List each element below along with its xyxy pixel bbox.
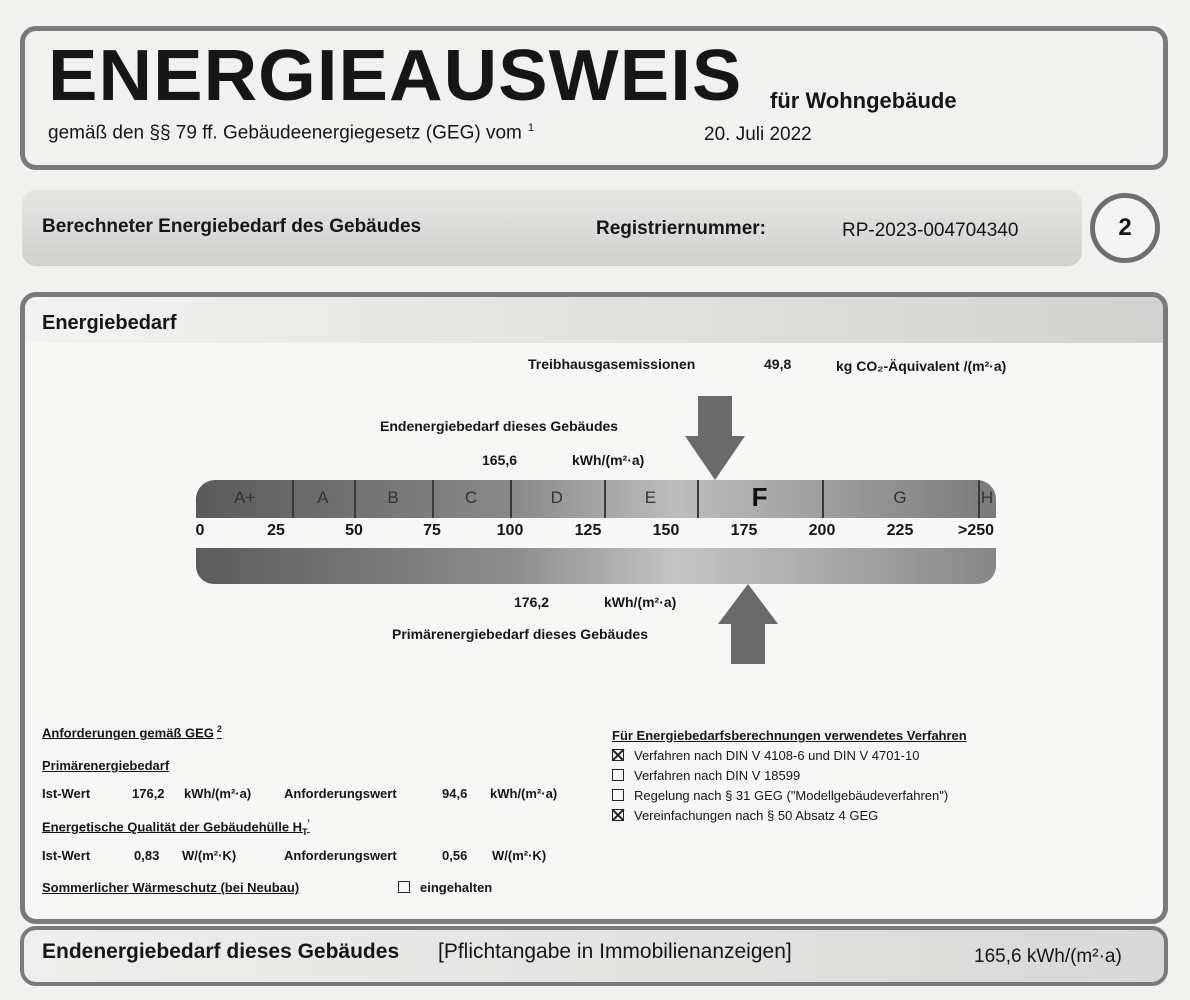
scale-class-label: A [317, 488, 329, 507]
envelope-anf-label: Anforderungswert [284, 848, 397, 863]
scale-tick-label: 25 [267, 522, 285, 539]
method-checkbox-modellgebaeude[interactable] [612, 789, 624, 801]
scale-class-label: F [751, 482, 768, 512]
scale-class-separator [292, 480, 294, 518]
end-energy-arrow-icon [685, 396, 745, 480]
end-energy-unit: kWh/(m²·a) [572, 452, 645, 468]
method-checkbox-din-4108[interactable] [612, 749, 624, 761]
requirements-heading: Anforderungen gemäß GEG $^2$ [42, 724, 222, 741]
energy-heading: Energiebedarf [42, 312, 177, 334]
envelope-ist-label: Ist-Wert [42, 848, 91, 863]
registration-label: Registriernummer: [596, 218, 766, 239]
scale-class-label: G [893, 488, 907, 507]
primary-anf-value: 94,6 [442, 786, 468, 801]
primary-energy-label: Primärenergiebedarf dieses Gebäudes [392, 626, 648, 642]
scale-class-label: D [550, 488, 563, 507]
energy-scale-band [196, 480, 996, 518]
primary-ist-unit: kWh/(m²·a) [184, 786, 252, 801]
summer-checkbox[interactable] [398, 881, 410, 893]
scale-tick-label: 75 [423, 522, 441, 539]
footnote-1: 1 [527, 122, 534, 134]
document-title: ENERGIEAUSWEIS [48, 36, 743, 116]
primary-ist-value: 176,2 [132, 786, 165, 801]
scale-tick-label: 50 [345, 522, 363, 539]
envelope-anf-value: 0,56 [442, 848, 468, 863]
footer-label: Endenergiebedarf dieses Gebäudes [42, 940, 400, 963]
ghg-unit: kg CO₂-Äquivalent /(m²·a) [836, 358, 1007, 374]
scale-tick-label: 125 [574, 522, 602, 539]
primary-req-heading: Primärenergiebedarf [42, 758, 170, 773]
end-energy-label: Endenergiebedarf dieses Gebäudes [380, 418, 619, 434]
scale-class-separator [822, 480, 824, 518]
envelope-heading: Energetische Qualität der Gebäudehülle $H_T'$ [42, 818, 310, 837]
scale-tick-label: 100 [496, 522, 524, 539]
methods-heading: Für Energiebedarfsberechnungen verwendetes Verfahren [612, 728, 967, 743]
scale-class-separator [978, 480, 980, 518]
primary-anf-label: Anforderungswert [284, 786, 397, 801]
scale-tick-label: 150 [652, 522, 680, 539]
envelope-ist-unit: W/(m²·K) [182, 848, 237, 863]
energy-heading-bar [25, 297, 1163, 343]
method-option-din-4108: Verfahren nach DIN V 4108-6 und DIN V 4701-10 [612, 746, 948, 766]
methods-list [612, 746, 948, 826]
scale-class-separator [510, 480, 512, 518]
method-option-din-18599: Verfahren nach DIN V 18599 [612, 766, 948, 786]
scale-tick-label: 225 [886, 522, 914, 539]
ghg-label: Treibhausgasemissionen [528, 356, 696, 372]
scale-class-label: C [464, 488, 478, 507]
scale-class-label: B [387, 488, 399, 507]
envelope-ist-value: 0,83 [134, 848, 160, 863]
page-number-badge: 2 [1090, 193, 1160, 263]
footer-value: 165,6 kWh/(m²·a) [974, 946, 1122, 967]
method-option-modellgebaeude: Regelung nach § 31 GEG ("Modellgebäudeverfahren") [612, 786, 948, 806]
law-date: 20. Juli 2022 [704, 124, 812, 145]
method-checkbox-din-18599[interactable] [612, 769, 624, 781]
scale-class-separator [354, 480, 356, 518]
envelope-anf-unit: W/(m²·K) [492, 848, 547, 863]
scale-class-label: H [980, 488, 994, 507]
section-label: Berechneter Energiebedarf des Gebäudes [42, 216, 422, 237]
scale-class-separator [432, 480, 434, 518]
method-option-vereinfachungen: Vereinfachungen nach § 50 Absatz 4 GEG [612, 806, 948, 826]
ghg-value: 49,8 [764, 356, 792, 372]
footer-note: [Pflichtangabe in Immobilienanzeigen] [438, 940, 792, 963]
scale-tick-label: >250 [957, 522, 995, 539]
scale-class-label: A+ [234, 488, 256, 507]
summer-option: eingehalten [398, 880, 492, 895]
energy-scale-lower-band [196, 548, 996, 584]
scale-class-separator [697, 480, 699, 518]
document-subtitle: für Wohngebäude [770, 88, 957, 113]
primary-ist-label: Ist-Wert [42, 786, 91, 801]
primary-anf-unit: kWh/(m²·a) [490, 786, 558, 801]
scale-tick-label: 0 [195, 522, 205, 539]
scale-class-separator [604, 480, 606, 518]
summer-heading: Sommerlicher Wärmeschutz (bei Neubau) [42, 880, 300, 895]
end-energy-value: 165,6 [482, 452, 518, 468]
scale-tick-label: 175 [730, 522, 758, 539]
registration-number: RP-2023-004704340 [842, 220, 1019, 241]
primary-energy-value: 176,2 [514, 594, 550, 610]
legal-basis: gemäß den §§ 79 ff. Gebäudeenergiegesetz (GEG) vom $^1$ [48, 122, 534, 144]
primary-energy-unit: kWh/(m²·a) [604, 594, 677, 610]
method-checkbox-vereinfachungen[interactable] [612, 809, 624, 821]
scale-class-label: E [644, 488, 657, 507]
primary-energy-arrow-icon [718, 584, 778, 664]
scale-tick-label: 200 [808, 522, 836, 539]
